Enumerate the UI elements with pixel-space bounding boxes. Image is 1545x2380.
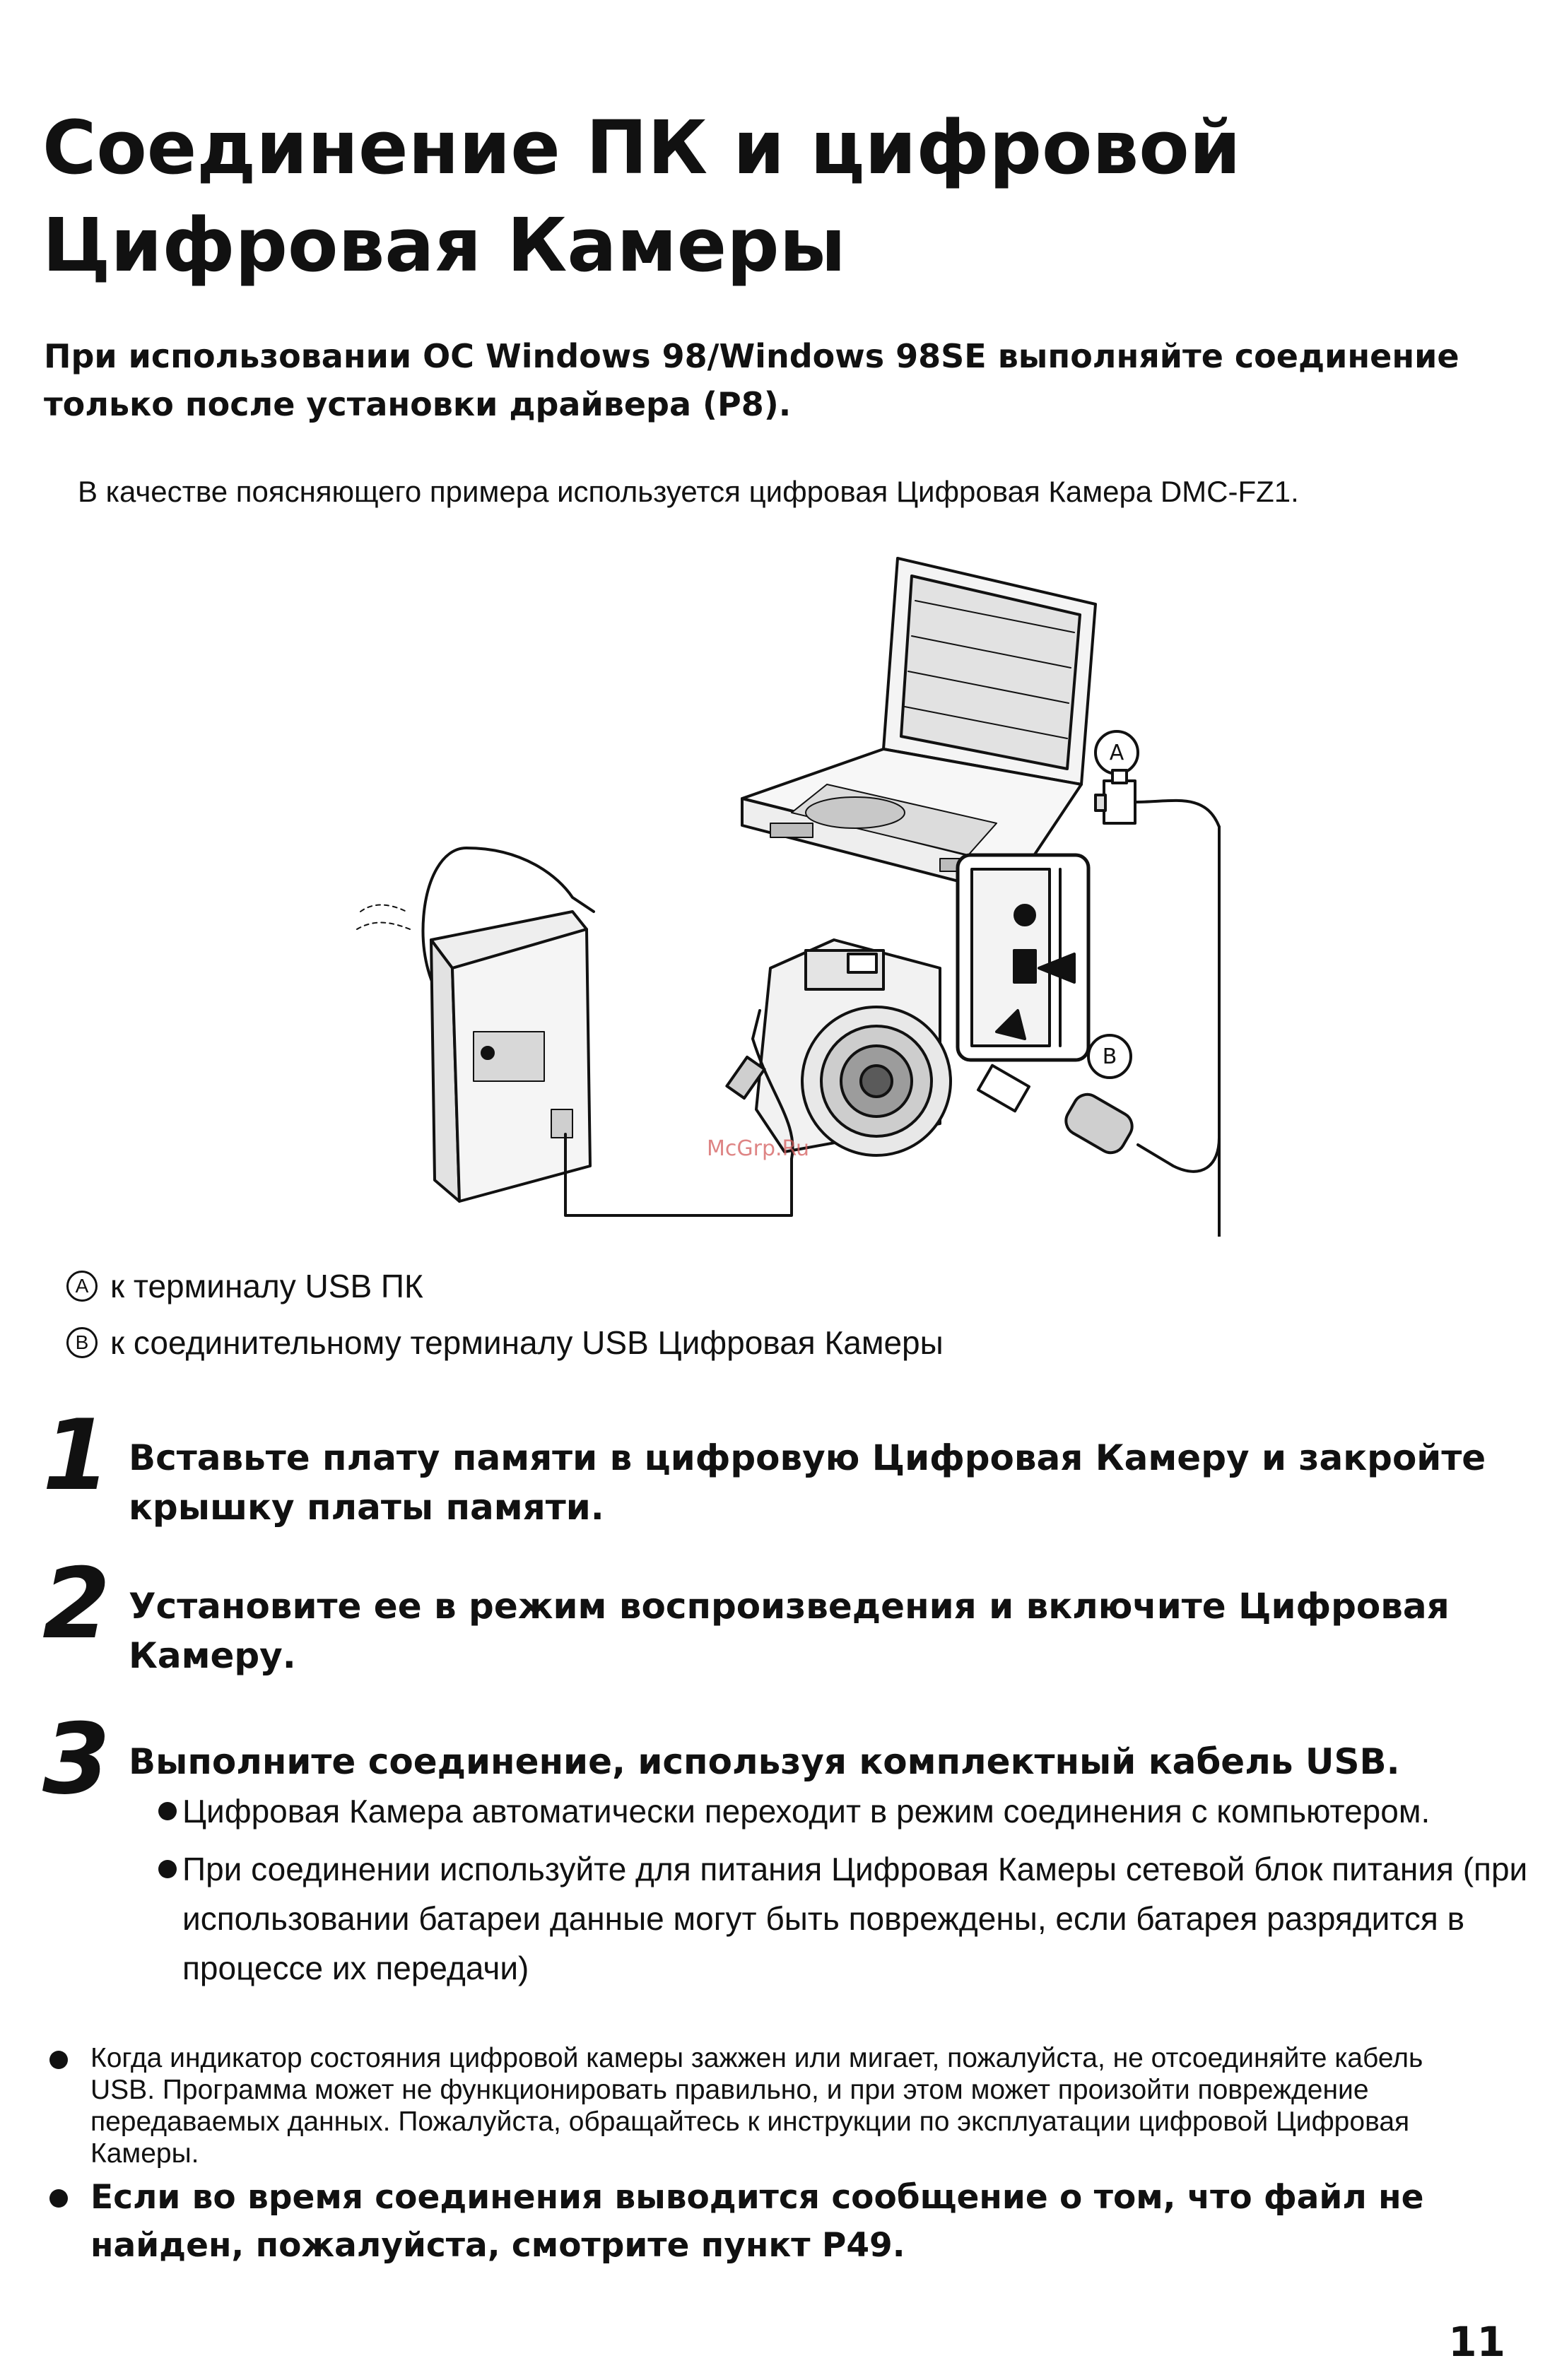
notes (44, 2042, 1493, 2270)
step-3-text: Выполните соединение, используя комплектный кабель USB. (129, 1741, 1400, 1782)
note-status-indicator (44, 2042, 1493, 2169)
diagram-legend (66, 1258, 1409, 1371)
connection-diagram (233, 544, 1308, 1237)
page-title-line1: Соединение ПК и цифровой (42, 105, 1241, 191)
step-3-bullet-1-text: Цифровая Камера автоматически переходит в режим соединения с компьютером. (182, 1793, 1431, 1830)
usb-plug-illustration (1095, 770, 1219, 1237)
note-bold-text: Если во время соединения выводится сообщение о том, что файл не найден, пожалуйста, смотрите пункт P49. (90, 2178, 1424, 2265)
legend-item-b (66, 1314, 1409, 1371)
legend-b-text: к соединительному терминалу USB Цифровая Камеры (110, 1324, 944, 1361)
step-2-text: Установите ее в режим воспроизведения и включите Цифровая Камеру. (129, 1586, 1450, 1676)
note-file-not-found (44, 2174, 1493, 2270)
watermark: McGrp.Ru (707, 1136, 810, 1161)
step-3-number: 3 (42, 1702, 111, 1816)
legend-a-text: к терминалу USB ПК (110, 1268, 423, 1304)
step-3-bullet (164, 1786, 1542, 1836)
step-3-bullet (164, 1844, 1542, 1993)
camera-illustration (756, 940, 951, 1155)
bullet-icon (49, 2051, 68, 2069)
step-1-number: 1 (42, 1398, 111, 1512)
legend-b-letter: B (66, 1327, 98, 1358)
terminal-inset-illustration (958, 855, 1088, 1060)
step-3-bullet-2-text: При соединении используйте для питания Цифровая Камеры сетевой блок питания (при использовании батареи данные могут быть повреждены, если батарея разрядится в процессе их передачи) (182, 1851, 1528, 1986)
bullet-icon (158, 1860, 177, 1878)
bullet-icon (49, 2189, 68, 2208)
bullet-icon (158, 1802, 177, 1820)
laptop-illustration (742, 558, 1095, 897)
intro-note: В качестве поясняющего примера используется цифровая Цифровая Камера DMC-FZ1. (78, 475, 1299, 508)
label-a-text: A (1109, 741, 1124, 765)
note-small-text: Когда индикатор состояния цифровой камеры зажжен или мигает, пожалуйста, не отсоединяйте кабель USB. Программа может не функционировать правильно, и при этом может произойти повреждение передаваемых данных. Пожалуйста, обращайтесь к инструкции по эксплуатации цифровой Цифровая Камеры. (90, 2043, 1423, 2169)
label-b-text: B (1102, 1044, 1117, 1069)
page-title (42, 99, 1385, 294)
legend-item-a (66, 1258, 1409, 1314)
intro-warning: При использовании ОС Windows 98/Windows 98SE выполняйте соединение только после установки драйвера (P8). (44, 337, 1459, 423)
page-title-line2: Цифровая Камеры (42, 202, 846, 288)
step-1-text: Вставьте плату памяти в цифровую Цифровая Камеру и закройте крышку платы памяти. (129, 1437, 1486, 1528)
step-2-number: 2 (42, 1547, 111, 1661)
step-3-bullets (164, 1786, 1542, 2001)
page-number: 11 (1448, 2318, 1505, 2366)
legend-a-letter: A (66, 1271, 98, 1302)
